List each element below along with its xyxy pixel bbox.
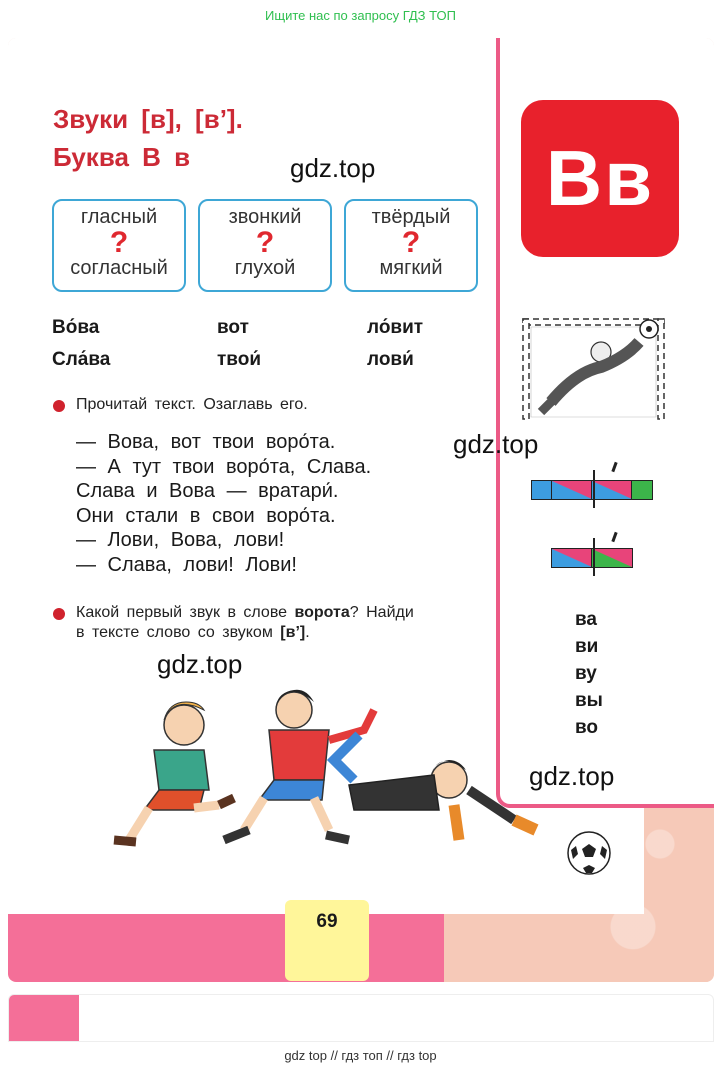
question-mark: ? xyxy=(401,226,421,259)
text-line: — Слава, лови! Лови! xyxy=(76,553,297,576)
char-top: твёрдый xyxy=(371,206,451,228)
char-top: гласный xyxy=(80,206,158,228)
text-line: — Лови, Вова, лови! xyxy=(76,529,285,551)
word: ло́вит xyxy=(367,317,424,338)
task-bullet xyxy=(53,400,65,412)
word-row xyxy=(52,312,472,344)
word: вот xyxy=(217,317,249,338)
next-page-preview xyxy=(8,994,714,1042)
task-first-sound xyxy=(76,603,414,643)
char-bottom: глухой xyxy=(234,257,296,279)
word: Сла́ва xyxy=(52,349,111,370)
task-bullet xyxy=(53,608,65,620)
word: твои́ xyxy=(217,349,262,370)
pink-band xyxy=(8,902,448,982)
char-bottom: мягкий xyxy=(379,257,443,279)
syllable: во xyxy=(575,717,599,738)
watermark: gdz.top xyxy=(157,649,243,679)
sound-scheme-vorota xyxy=(531,462,656,502)
letter-card: Вв xyxy=(521,100,679,257)
char-bottom: согласный xyxy=(70,257,168,279)
word-row xyxy=(52,344,472,376)
footer-links[interactable]: gdz top // гдз топ // гдз top xyxy=(284,1048,437,1063)
syllable: ва xyxy=(575,609,597,630)
text-line: Они стали в свои воро́та. xyxy=(76,504,336,527)
text-line: — Вова, вот твои воро́та. xyxy=(76,431,336,453)
task-read-text: Прочитай текст. Озаглавь его. xyxy=(76,396,308,413)
top-banner[interactable]: Ищите нас по запросу ГДЗ ТОП xyxy=(265,8,456,23)
syllable: ву xyxy=(575,663,597,684)
goalkeeper-illustration xyxy=(521,317,666,420)
watermark: gdz.top xyxy=(290,153,376,183)
word: лови́ xyxy=(367,349,414,370)
watermark: gdz.top xyxy=(529,761,615,791)
char-top: звонкий xyxy=(228,206,302,228)
syllable: ви xyxy=(575,636,599,657)
char-box-voiced-voiceless xyxy=(198,199,332,292)
char-box-vowel-consonant xyxy=(52,199,186,292)
question-mark: ? xyxy=(109,226,129,259)
watermark: gdz.top xyxy=(453,429,539,459)
lesson-title xyxy=(53,100,243,176)
soccer-ball-icon xyxy=(566,830,612,876)
text-line: Слава и Вова — вратари́. xyxy=(76,480,339,502)
reading-text xyxy=(76,430,371,577)
task-line: в тексте слово со звуком [в’]. xyxy=(76,624,310,641)
children-football-illustration xyxy=(74,680,544,860)
next-page-pink-corner xyxy=(9,995,79,1042)
question-mark: ? xyxy=(255,226,275,259)
reading-words xyxy=(52,312,472,376)
task-line: Какой первый звук в слове ворота? Найди xyxy=(76,604,414,621)
title-line-2: Буква В в xyxy=(53,142,191,172)
sound-characteristics xyxy=(52,199,478,292)
syllable-list xyxy=(575,606,603,741)
syllable: вы xyxy=(575,690,603,711)
word: Во́ва xyxy=(52,317,100,338)
char-box-hard-soft xyxy=(344,199,478,292)
text-line: — А тут твои воро́та, Слава. xyxy=(76,455,372,478)
sound-scheme-vovit xyxy=(551,532,636,572)
title-line-1: Звуки [в], [в’]. xyxy=(53,104,243,134)
page-number: 69 xyxy=(285,900,369,981)
